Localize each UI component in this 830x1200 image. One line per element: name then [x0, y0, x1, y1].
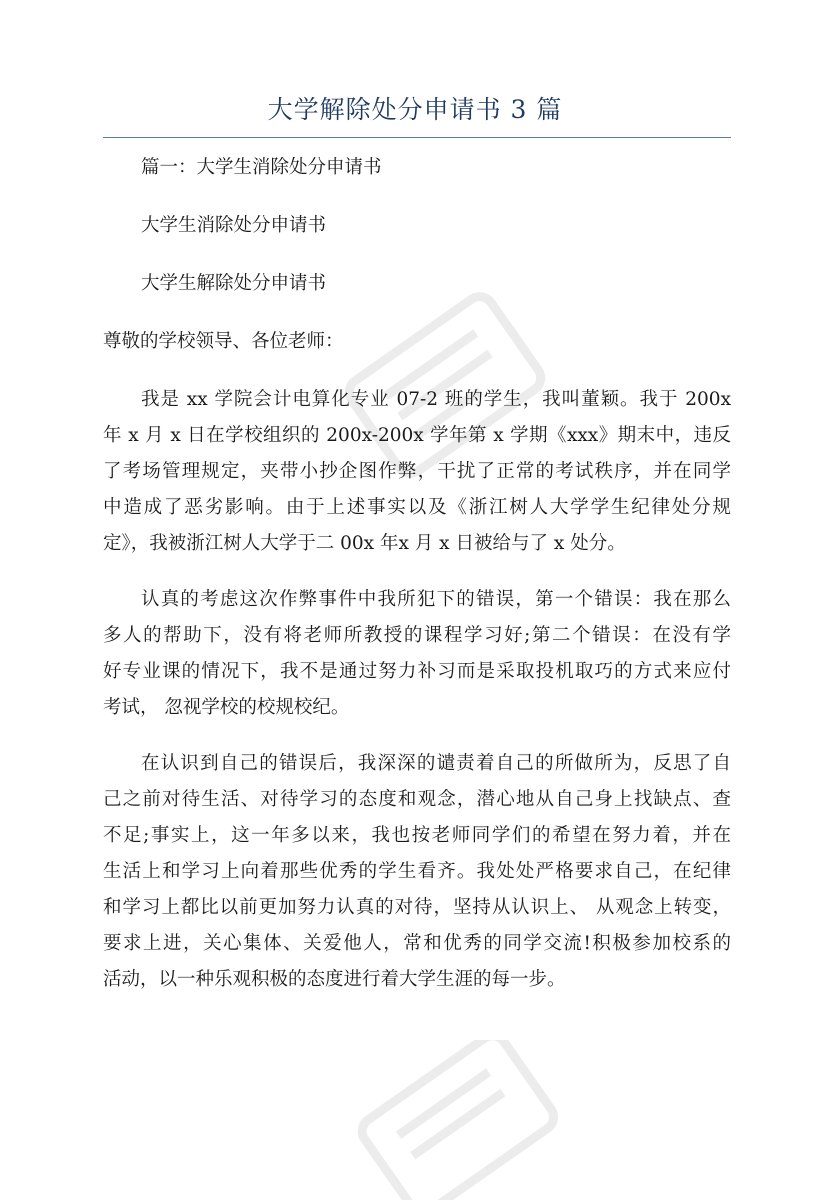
paragraph-line: 我是 xx 学院会计电算化专业 07-2 班的学生，我叫董颖。我于 200x	[141, 389, 731, 410]
paragraph-line: 了考场管理规定，夹带小抄企图作弊，干扰了正常的考试秩序，并在同学	[103, 461, 731, 482]
heading-part-one: 篇一：大学生消除处分申请书	[141, 157, 382, 178]
heading-subtitle: 大学生消除处分申请书	[141, 215, 327, 236]
paragraph-line: 考试， 忽视学校的校规校纪。	[103, 697, 350, 718]
paragraph-line: 中造成了恶劣影响。由于上述事实以及《浙江树人大学学生纪律处分规	[103, 497, 731, 518]
document-body	[103, 150, 731, 998]
paragraph-3	[103, 746, 731, 998]
paragraph-line: 在认识到自己的错误后，我深深的谴责着自己的所做所为，反思了自	[141, 753, 731, 774]
paragraph-1	[103, 382, 731, 562]
paragraph-line: 己之前对待生活、对待学习的态度和观念，潜心地从自己身上找缺点、查	[103, 789, 731, 810]
salutation: 尊敬的学校领导、各位老师：	[103, 331, 344, 352]
title-divider	[103, 137, 731, 138]
paragraph-line: 好专业课的情况下，我不是通过努力补习而是采取投机取巧的方式来应付	[103, 661, 731, 682]
heading-letter-title: 大学生解除处分申请书	[141, 273, 327, 294]
paragraph-line: 认真的考虑这次作弊事件中我所犯下的错误，第一个错误：我在那么	[141, 589, 731, 610]
paragraph-2	[103, 582, 731, 726]
document-title: 大学解除处分申请书 3 篇	[267, 95, 563, 124]
paragraph-line: 定》，我被浙江树人大学于二 00x 年x 月 x 日被给与了 x 处分。	[103, 533, 626, 554]
watermark-bottom-icon	[340, 1040, 570, 1200]
paragraph-line: 年 x 月 x 日在学校组织的 200x-200x 学年第 x 学期《xxx》期末中，违反	[103, 425, 731, 446]
paragraph-line: 生活上和学习上向着那些优秀的学生看齐。我处处严格要求自己，在纪律	[103, 861, 731, 882]
paragraph-line: 和学习上都比以前更加努力认真的对待，坚持从认识上、 从观念上转变，	[103, 897, 731, 918]
paragraph-line: 不足;事实上，这一年多以来，我也按老师同学们的希望在努力着，并在	[103, 825, 731, 846]
paragraph-line: 要求上进，关心集体、关爱他人，常和优秀的同学交流!积极参加校系的	[103, 933, 731, 954]
paragraph-line: 多人的帮助下，没有将老师所教授的课程学习好;第二个错误：在没有学	[103, 625, 731, 646]
paragraph-line: 活动，以一种乐观积极的态度进行着大学生涯的每一步。	[103, 969, 566, 990]
